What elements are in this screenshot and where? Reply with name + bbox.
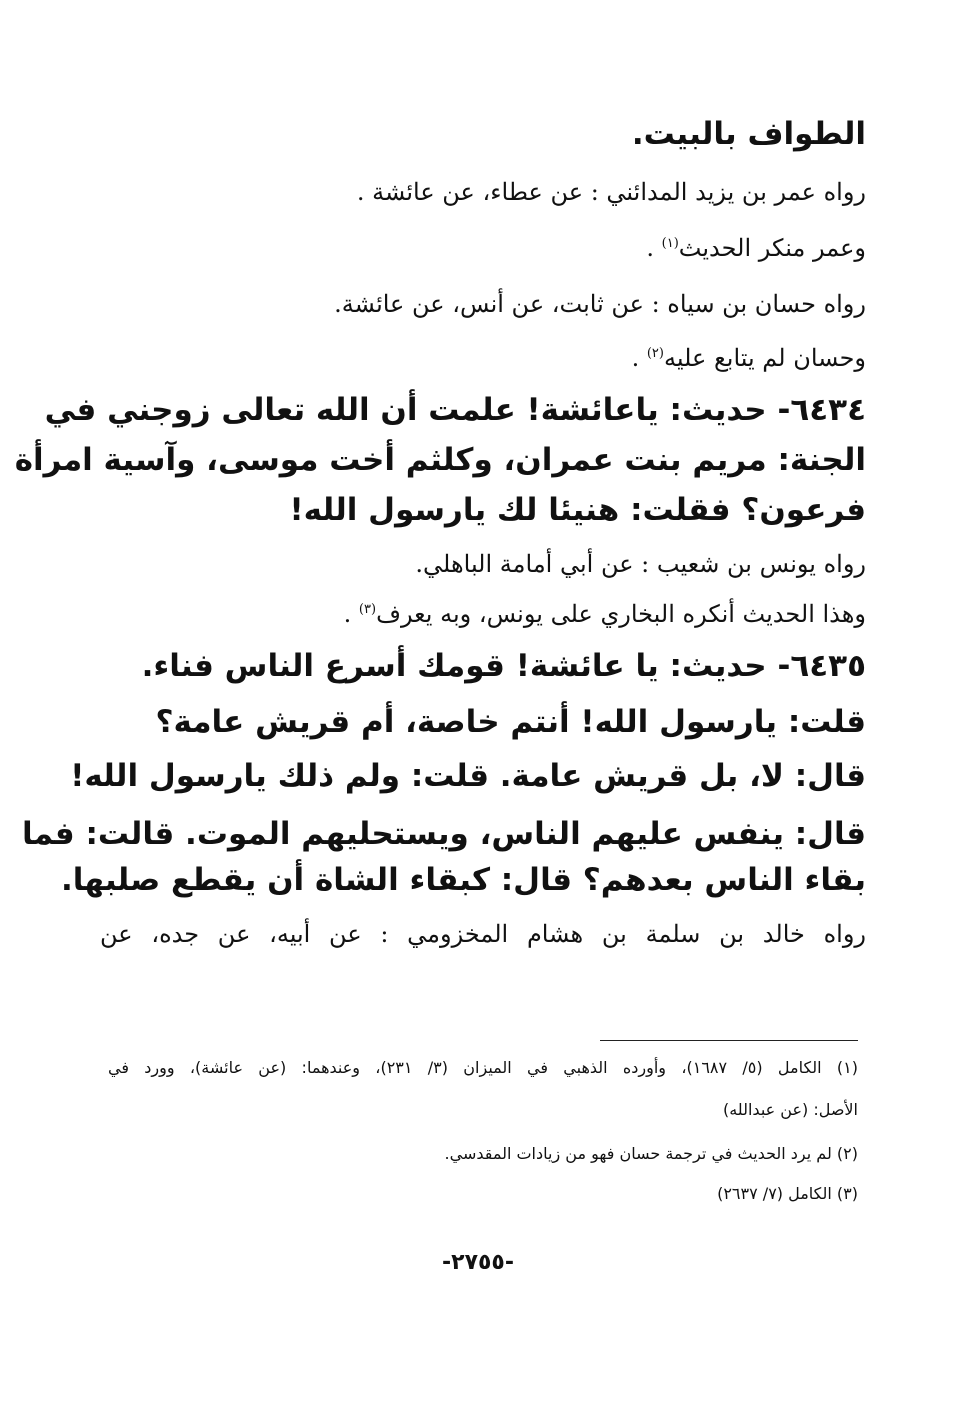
hadith-6435-line-3-text: قال: لا، بل قريش عامة. قلت: ولم ذلك يارسول الله!: [70, 758, 866, 794]
footnote-1-continued-text: الأصل: (عن عبدالله): [722, 1100, 858, 1119]
footnote-2: [108, 1142, 858, 1170]
footnote-2-text: (٢) لم يرد الحديث في ترجمة حسان فهو من زيادات المقدسي.: [444, 1144, 858, 1163]
heading-line: [100, 114, 866, 158]
hadith-6435-line-3: [70, 756, 866, 800]
footnote-3: [108, 1182, 858, 1210]
hadith-6435-line-4-text: قال: ينفس عليهم الناس، ويستحليهم الموت. قالت: فما: [21, 816, 866, 852]
hadith-6435-line-5: [61, 860, 866, 904]
text-line-9: [100, 546, 866, 586]
text-line-5-text: وحسان لم يتابع عليه: [663, 344, 866, 372]
hadith-6434-line-2-text: الجنة: مريم بنت عمران، وكلثم أخت موسى، وآسية امرأة: [14, 442, 866, 478]
text-line-4-text: رواه حسان بن سياه : عن ثابت، عن أنس، عن عائشة.: [334, 290, 866, 318]
text-line-3: [100, 230, 866, 270]
footnote-1-continued: [108, 1098, 858, 1126]
hadith-6434-line-2: [14, 440, 866, 484]
hadith-6435-line-1: [100, 646, 866, 690]
text-line-5: [100, 340, 866, 380]
footnote-separator: [600, 1040, 858, 1041]
footnote-1: [108, 1056, 858, 1084]
text-line-10-text: وهذا الحديث أنكره البخاري على يونس، وبه يعرف: [376, 600, 866, 628]
text-line-10: [100, 596, 866, 636]
text-line-3-text: وعمر منكر الحديث: [678, 234, 866, 262]
hadith-6435-line-4: [21, 814, 866, 858]
hadith-6434-line-3-text: فرعون؟ فقلت: هنيئا لك يارسول الله!: [289, 492, 866, 528]
hadith-6435-line-5-text: بقاء الناس بعدهم؟ قال: كبقاء الشاة أن يقطع صلبها.: [61, 862, 866, 898]
text-line-5-end: .: [631, 344, 647, 372]
hadith-6435-line-1-text: ٦٤٣٥- حديث: يا عائشة! قومك أسرع الناس فناء.: [141, 648, 866, 684]
text-line-16-text: رواه خالد بن سلمة بن هشام المخزومي : عن أبيه، عن جده، عن: [100, 920, 866, 948]
footnote-1-text: (١) الكامل (٥/ ١٦٨٧)، وأورده الذهبي في الميزان (٣/ ٢٣١)، وعندهما: (عن عائشة)، وورد في: [108, 1058, 858, 1077]
hadith-6435-line-2-text: قلت: يارسول الله! أنتم خاصة، أم قريش عامة؟: [155, 704, 866, 740]
footnote-ref-3[interactable]: (٣): [358, 602, 377, 617]
hadith-6434-line-1: [44, 390, 866, 434]
hadith-6434-line-3: [100, 490, 866, 534]
footnote-ref-2[interactable]: (٢): [646, 346, 664, 361]
page-number: -٢٧٥٥-: [442, 1250, 514, 1275]
text-line-9-text: رواه يونس بن شعيب : عن أبي أمامة الباهلي.: [415, 550, 866, 578]
hadith-6435-line-2: [100, 702, 866, 746]
text-line-2: [100, 174, 866, 214]
text-line-2-text: رواه عمر بن يزيد المدائني : عن عطاء، عن عائشة .: [356, 178, 866, 206]
hadith-6434-line-1-text: ٦٤٣٤- حديث: ياعائشة! علمت أن الله تعالى زوجني في: [44, 392, 866, 428]
footnote-3-text: (٣) الكامل (٧/ ٢٦٣٧): [717, 1184, 858, 1203]
text-line-16: [100, 916, 866, 956]
footnote-ref-1[interactable]: (١): [661, 236, 679, 251]
heading-text: الطواف بالبيت.: [631, 116, 866, 152]
text-line-3-end: .: [646, 234, 662, 262]
text-line-10-end: .: [343, 600, 359, 628]
text-line-4: [100, 286, 866, 326]
